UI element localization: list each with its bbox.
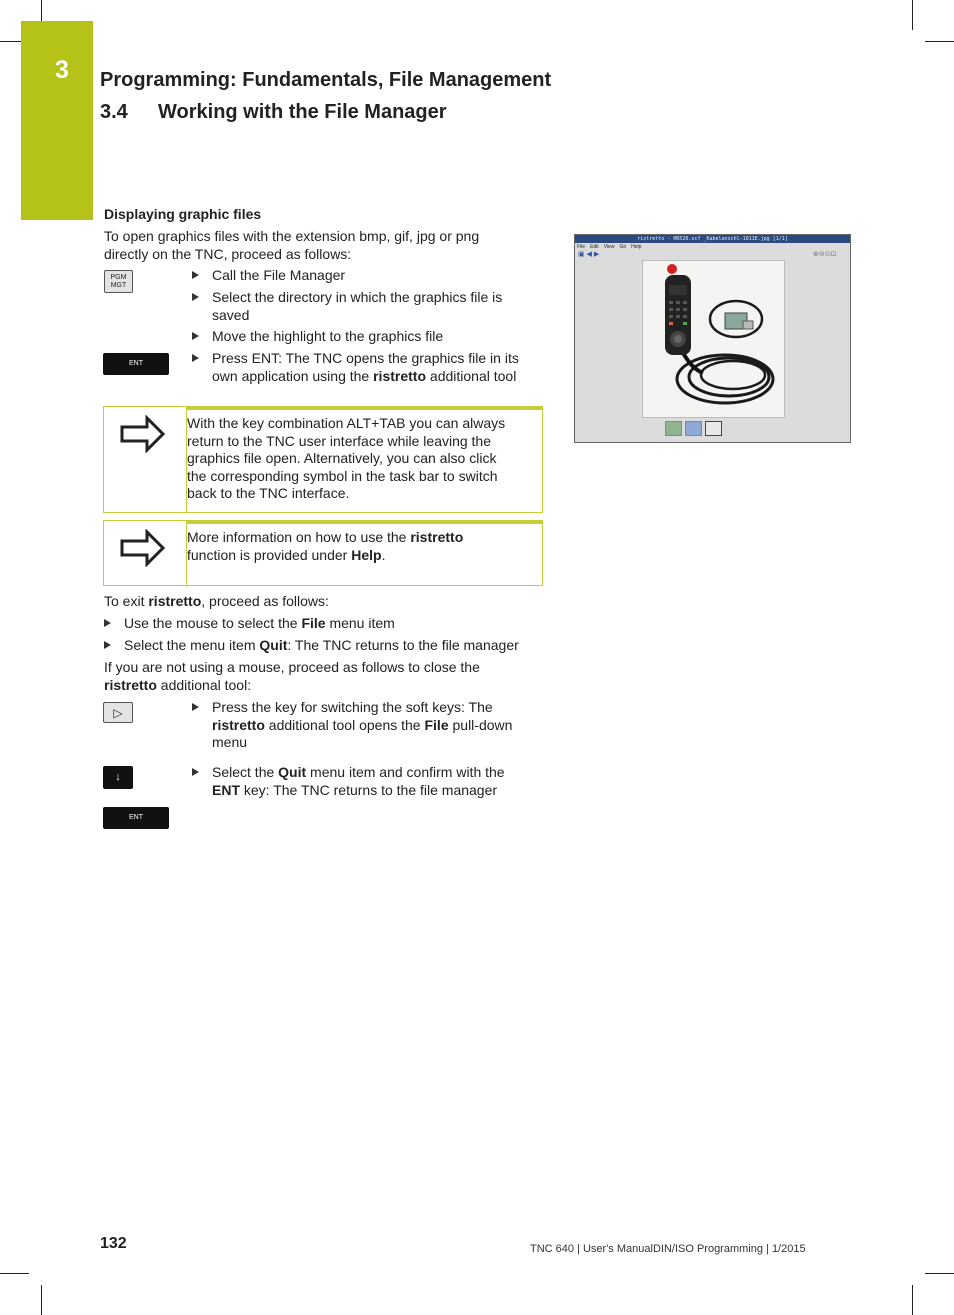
text-fragment: key: The TNC returns to the file manager [240,781,498,798]
text-fragment: additional tool opens the [264,716,425,733]
note-text [187,529,532,564]
bullet-triangle-icon [192,703,199,711]
section-heading [100,101,447,123]
note-top-rule [186,407,543,410]
crop-mark [0,41,22,42]
crop-mark [925,1273,954,1274]
bullet-triangle-icon [192,293,199,301]
step-text [212,289,502,324]
text-bold: File [301,615,326,631]
handwheel-photo [643,261,784,417]
crop-mark [925,41,954,42]
step-text-line: saved [212,306,250,323]
screenshot-taskbar-thumb [705,421,722,436]
screenshot-menu-item: Help [631,244,642,250]
step-text: Call the File Manager [212,267,346,283]
bullet-triangle-icon [192,768,199,776]
chapter-title: Programming: Fundamentals, File Management [100,69,552,91]
note-text-line: return to the TNC user interface while leaving the [187,432,492,449]
note-text-bold: ristretto [410,529,464,545]
no-mouse-intro [104,659,480,694]
text-bold: ristretto [212,716,265,733]
step-text [212,764,505,799]
screenshot-menubar [577,244,646,250]
screenshot-menu-item: File [577,244,586,250]
arrow-down-key-icon [103,766,133,789]
note-text-line: graphics file open. Alternatively, you can also click [187,450,497,467]
arrow-right-icon [120,529,166,567]
note-top-rule [186,521,543,524]
text-bold: Quit [278,764,307,780]
text-fragment: pull-down [448,716,513,733]
ristretto-screenshot [574,234,851,443]
text-fragment: menu item [325,615,395,631]
section-number: 3.4 [100,101,128,123]
bullet-triangle-icon [192,332,199,340]
bullet-triangle-icon [104,619,111,627]
chapter-number: 3 [55,56,69,84]
chapter-tab [21,21,93,220]
screenshot-menu-item: View [603,244,615,250]
screenshot-image-canvas [642,260,785,418]
softkey-switch-key-icon [103,702,133,723]
crop-mark [912,0,913,30]
step-text [212,699,512,752]
text-bold: ENT [212,781,240,798]
footer-text: TNC 640 | User's ManualDIN/ISO Programming | 1/2015 [530,1243,806,1255]
screenshot-menu-item: Edit [590,244,599,250]
step-text-line: Select the directory in which the graphics file is [212,289,503,305]
key-label: ENT [129,814,143,821]
text-fragment: To exit [104,593,149,609]
intro-text-line: directly on the TNC, proceed as follows: [104,246,352,262]
key-label: ENT [129,360,143,367]
crop-mark [0,1273,29,1274]
note-text-fragment: More information on how to use the [187,529,411,545]
step-text-fragment: additional tool [426,367,517,384]
screenshot-taskbar-thumb [685,421,702,436]
crop-mark [41,1285,42,1315]
text-fragment: Select the [212,764,279,780]
step-text: Move the highlight to the graphics file [212,328,444,344]
screenshot-menu-item: Go [619,244,627,250]
text-fragment: : The TNC returns to the file manager [287,637,519,653]
text-line: Press the key for switching the soft keys: The [212,699,493,715]
arrow-right-icon [120,415,166,453]
section-title: Working with the File Manager [158,101,447,123]
text-bold: File [424,716,449,733]
text-line: If you are not using a mouse, proceed as follows to close the [104,659,480,675]
note-text-fragment: function is provided under [187,546,352,563]
ent-key-icon [103,807,169,829]
key-label: ↓ [115,771,121,783]
ent-key-icon [103,353,169,375]
text-bold: ristretto [148,593,202,609]
crop-mark [912,1285,913,1315]
screenshot-toolbar-icon: ▣ ◀ ▶ [578,251,600,258]
screenshot-zoom-icons: ⊕⊖⊙⊡ [813,251,837,258]
note-text-line [187,547,532,565]
crop-mark [41,0,42,22]
text-bold: ristretto [104,676,157,693]
text-fragment: additional tool: [156,676,252,693]
note-box [103,406,543,513]
bullet-triangle-icon [104,641,111,649]
text-fragment: menu item and confirm with the [306,764,505,780]
note-text [187,415,532,503]
key-label: MGT [110,281,127,289]
note-text-bold: Help [351,546,382,563]
step-text-fragment: own application using the [212,367,374,384]
exit-intro [104,593,329,611]
screenshot-titlebar: ristretto - HR520.xcf _Kabelanschl-1011E.jpg [1/1] [575,235,850,243]
text-bold: Quit [259,637,288,653]
key-label: ▷ [113,705,123,720]
subheading-graphic-files: Displaying graphic files [104,206,262,222]
text-fragment: , proceed as follows: [201,593,329,609]
step-text-line: Press ENT: The TNC opens the graphics file in its [212,350,519,366]
step-text [124,615,395,633]
bullet-triangle-icon [192,271,199,279]
text-fragment: Select the menu item [124,637,260,653]
note-box [103,520,543,586]
key-label: PGM [110,273,127,281]
note-text-line: the corresponding symbol in the task bar to switch [187,467,498,484]
step-text-bold: ristretto [373,367,427,384]
note-text-line: With the key combination ALT+TAB you can always [187,415,506,431]
text-fragment: Use the mouse to select the [124,615,302,631]
intro-text-line: To open graphics files with the extension bmp, gif, jpg or png [104,228,480,244]
text-line: menu [212,734,248,751]
note-text-line: back to the TNC interface. [187,485,350,502]
page-number: 132 [100,1235,127,1252]
note-text-fragment: . [381,546,386,563]
step-text [124,637,519,655]
bullet-triangle-icon [192,354,199,362]
note-text-line [187,529,532,547]
pgm-mgt-key-icon [104,270,133,293]
screenshot-taskbar-thumb [665,421,682,436]
step-text [212,350,519,385]
